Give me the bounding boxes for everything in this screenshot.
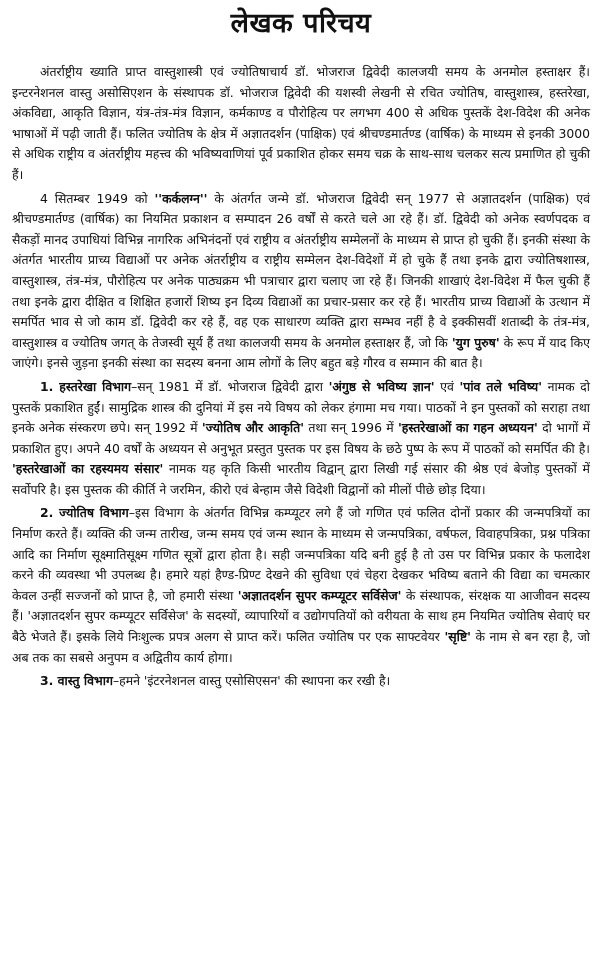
section-vastu-text: –हमने 'इंटरनेशनल वास्तु एसोसिएसन' की स्थापना कर रखी है। xyxy=(112,673,391,689)
section-astrology xyxy=(12,503,590,668)
birth-body-text: के अंतर्गत जन्मे डॉ. भोजराज द्विवेदी सन् 1977 से अज्ञातदर्शन (पाक्षिक) एवं श्रीचण्डमार्तण्ड (वार्षिक) का नियमित प्रकाशन व सम्पादन 26 वर्षों से करते चले आ रहे हैं। डॉ. द्विवेदी को अनेक स्वर्णपदक व सैकड़ों मानद उपाधियां विभिन्न नागरिक अभिनंदनों एवं राष्ट्रीय व अंतर्राष्ट्रीय सम्मेलनों के माध्यम से प्राप्त हो चुकी हैं। इनकी संस्था के अंतर्गत भारतीय प्राच्य विद्याओं पर अनेक अंतर्राष्ट्रीय व राष्ट्रीय सम्मेलन देश-विदेशों में हो चुके हैं तथा इनके द्वारा ज्योतिषशास्त्र, वास्तुशास्त्र, तंत्र-मंत्र, पौरोहित्य पर अनेक पाठ्यक्रम भी पत्राचार द्वारा चलाए जा रहे हैं। जिनकी शाखाएं देश-विदेश में फैल चुकी हैं तथा इनके द्वारा दीक्षित व शिक्षित हजारों शिष्य इन दिव्य विद्याओं का प्रचार-प्रसार कर रहे हैं। भारतीय प्राच्य विद्याओं के उत्थान में समर्पित भाव से जो काम डॉ. द्विवेदी कर रहे हैं, वह एक साधारण व्यक्ति द्वारा सम्भव नहीं है वे इक्कीसवीं शताब्दी के तंत्र-मंत्र, वास्तुशास्त्र व ज्योतिष जगत् के तेजस्वी सूर्य हैं तथा कालजयी समय के अनमोल हस्ताक्षर हैं, जो कि xyxy=(12,190,590,350)
section-palmistry-text-4: तथा सन् 1996 में xyxy=(308,420,394,436)
birth-date-text: 4 सितम्बर 1949 को xyxy=(40,190,148,206)
section-palmistry-text-3: नामक दो पुस्तकें प्रकाशित हुईं। सामुद्रिक शास्त्र की दुनियां में इस नये विषय को लेकर हंगामा मच गया। पाठकों ने इन पुस्तकों को सराहा तथा इनके अनेक संस्करण छपे। सन् 1992 में xyxy=(12,378,590,436)
section-astrology-text-3: के नाम से बन रहा है, जो अब तक का सबसे अनुपम व अद्वितीय कार्य होगा। xyxy=(12,629,590,665)
section-palmistry xyxy=(12,377,590,501)
birth-paragraph xyxy=(12,189,590,374)
service-name-computer-services: 'अज्ञातदर्शन सुपर कम्प्यूटर सर्विसेज' xyxy=(237,587,402,603)
section-astrology-text-2: के संस्थापक, संरक्षक या आजीवन सदस्य हैं। 'अज्ञातदर्शन सुपर कम्प्यूटर सर्विसेज' के सदस्यों, व्यापारियों व उद्योगपतियों को वरीयता के साथ हम नियमित ज्योतिष सेवाएं घर बैठे भेजते हैं। इसके लिये निःशुल्क प्रपत्र अलग से प्राप्त करें। फलित ज्योतिष पर एक साफ्टवेयर xyxy=(12,587,590,645)
book-title-jyotish-aakriti: 'ज्योतिष और आकृति' xyxy=(201,420,305,436)
section-palmistry-text-5: दो भागों में प्रकाशित हुए। अपने 40 वर्षों के अध्ययन से अनुभूत प्रस्तुत पुस्तक पर इस विषय के छठे पुष्प के रूप में पाठकों को समर्पित की है। xyxy=(12,420,591,456)
karka-lagna-keyword: ''कर्कलग्न'' xyxy=(154,190,208,206)
book-title-angushth: 'अंगुष्ठ से भविष्य ज्ञान' xyxy=(328,378,435,394)
software-name-srishti: 'सृष्टि' xyxy=(444,629,471,645)
yug-purush-keyword: 'युग पुरुष' xyxy=(451,334,500,350)
section-astrology-text-1: –इस विभाग के अंतर्गत विभिन्न कम्प्यूटर लगे हैं जो गणित एवं फलित दोनों प्रकार की जन्मपत्रियों का निर्माण करते हैं। व्यक्ति की जन्म तारीख, जन्म समय एवं जन्म स्थान के माध्यम से जन्मपत्रिका, वर्षफल, विवाहपत्रिका, प्रश्न पत्रिका आदि का निर्माण सूक्ष्मातिसूक्ष्म गणित सूत्रों द्वारा होता है। सही जन्मपत्रिका यदि बनी हुई है तो उस पर विभिन्न प्रकार के फलादेश करने की व्यवस्था भी उपलब्ध है। हमारे यहां हैण्ड-प्रिण्ट देखने की सुविधा एवं चेहरा देखकर भविष्य बताने की विद्या का चमत्कार केवल उन्हीं सज्जनों को प्राप्त है, जो हमारी संस्था xyxy=(12,505,590,603)
birth-closing-text: के रूप में याद किए जाएंगे। इनसे जुड़ना इनकी संस्था का सदस्य बनना आम लोगों के लिए बहुत बड़े गौरव व सम्मान की बात है। xyxy=(12,334,590,371)
section-vastu-heading: 3. वास्तु विभाग xyxy=(40,673,113,689)
section-astrology-heading: 2. ज्योतिष विभाग xyxy=(40,505,129,521)
book-title-paanv-tale: 'पांव तले भविष्य' xyxy=(459,378,542,394)
book-title-gahan-adhyayan: 'हस्तरेखाओं का गहन अध्ययन' xyxy=(398,420,538,436)
intro-paragraph: अंतर्राष्ट्रीय ख्याति प्राप्त वास्तुशास्त्री एवं ज्योतिषाचार्य डॉ. भोजराज द्विवेदी कालजयी समय के अनमोल हस्ताक्षर हैं। इन्टरनेशनल वास्तु असोसिएशन के संस्थापक डॉ. भोजराज द्विवेदी की यशस्वी लेखनी से रचित ज्योतिष, वास्तुशास्त्र, हस्तरेखा, अंकविद्या, आकृति विज्ञान, यंत्र-तंत्र-मंत्र विज्ञान, कर्मकाण्ड व पौरोहित्य पर लगभग 400 से अधिक पुस्तकें देश-विदेश की अनेक भाषाओं में पढ़ी जाती हैं। फलित ज्योतिष के क्षेत्र में अज्ञातदर्शन (पाक्षिक) एवं श्रीचण्डमार्तण्ड (वार्षिक) के माध्यम से इनकी 3000 से अधिक राष्ट्रीय व अंतर्राष्ट्रीय महत्त्व की भविष्यवाणियां पूर्व प्रकाशित होकर समय चक्र के साथ-साथ चलकर सत्य प्रमाणित हो चुकी हैं। xyxy=(12,64,590,182)
section-vastu xyxy=(12,671,590,692)
section-palmistry-text-2: एवं xyxy=(440,378,454,394)
section-palmistry-heading: 1. हस्तरेखा विभाग xyxy=(40,378,132,394)
page-title: लेखक परिचय xyxy=(230,8,372,39)
section-palmistry-text-6: नामक यह कृति किसी भारतीय विद्वान् द्वारा लिखी गई संसार की श्रेष्ठ एवं बेजोड़ पुस्तकों में सर्वोपरि है। इस पुस्तक की कीर्ति ने जरमिन, कीरो एवं बेन्हाम जैसे विदेशी विद्वानों को मीलों पीछे छोड़ दिया। xyxy=(12,461,590,497)
section-palmistry-text-1: –सन् 1981 में डॉ. भोजराज द्विवेदी द्वारा xyxy=(131,378,323,394)
book-title-rahasyamay-sansar: 'हस्तरेखाओं का रहस्यमय संसार' xyxy=(12,461,164,477)
